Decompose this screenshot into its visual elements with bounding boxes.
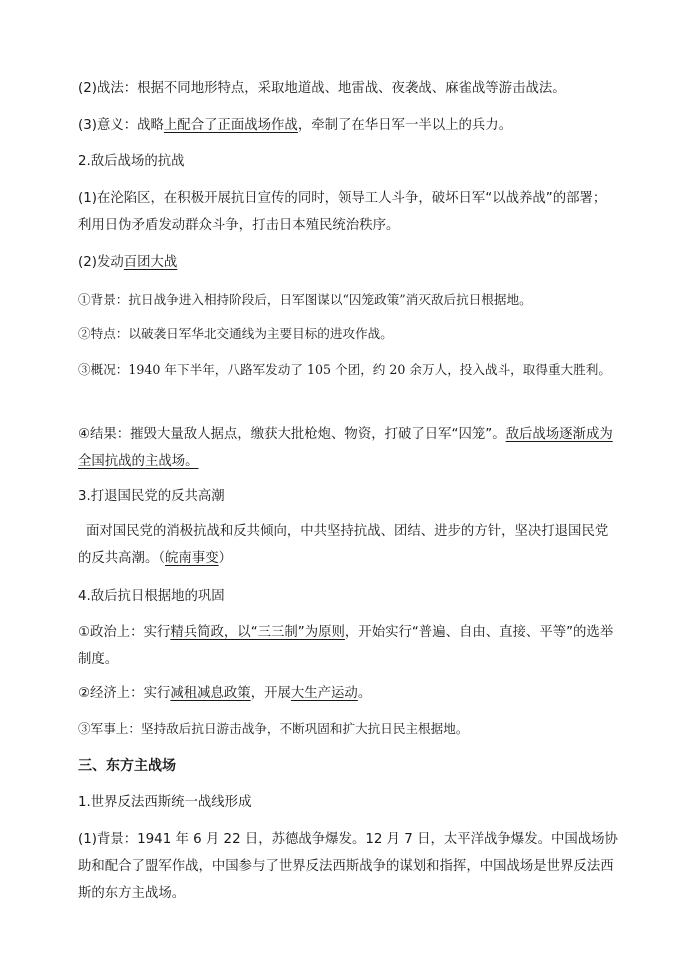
paragraph-political xyxy=(78,619,618,673)
paragraph-economic xyxy=(78,680,618,707)
significance-text: (3)意义：战略 xyxy=(78,118,164,133)
significance-underlined: 上配合了正面战场作战 xyxy=(163,118,298,133)
heading-text: 2.敌后战场的抗战 xyxy=(78,154,185,169)
paragraph-overview xyxy=(78,356,618,383)
hundred-regiments-text: (2)发动 xyxy=(78,255,124,270)
production-campaign-underlined: 大生产运动 xyxy=(290,686,358,701)
tactics-text: (2)战法：根据不同地形特点，采取地道战、地雷战、夜袭战、麻雀战等游击战法。 xyxy=(78,81,566,96)
repel-text-end: ） xyxy=(218,551,232,566)
paragraph-significance xyxy=(78,112,618,139)
background-text: ①背景：抗日战争进入相持阶段后，日军图谋以“囚笼政策”消灭敌后抗日根据地。 xyxy=(78,292,532,307)
heading-enemy-rear-battlefield xyxy=(78,148,618,175)
paragraph-features xyxy=(78,320,618,347)
united-front-text: (1)背景：1941 年 6 月 22 日，苏德战争爆发。12 月 7 日，太平洋战争爆发。中国战场协助和配合了盟军作战，中国参与了世界反法西斯战争的谋划和指挥，中国战场是世界反法西斯的东方主战场。 xyxy=(78,832,618,901)
paragraph-military xyxy=(78,715,618,742)
paragraph-tactics xyxy=(78,75,618,102)
heading-repel-anticommunist xyxy=(78,483,618,510)
political-text: ①政治上：实行 xyxy=(78,625,171,640)
economic-text-end: 。 xyxy=(357,686,372,701)
heading-text: 1.世界反法西斯统一战线形成 xyxy=(78,795,252,810)
heading-text: 4.敌后抗日根据地的巩固 xyxy=(78,589,225,604)
heading-united-front xyxy=(78,789,618,816)
paragraph-repel-detail xyxy=(78,518,618,572)
military-text: ③军事上：坚持敌后抗日游击战争，不断巩固和扩大抗日民主根据地。 xyxy=(78,721,469,736)
paragraph-occupied-areas xyxy=(78,185,618,239)
overview-text: ③概况：1940 年下半年，八路军发动了 105 个团，约 20 余万人，投入战斗，取得重大胜利。 xyxy=(78,362,611,377)
repel-text: 面对国民党的消极抗战和反共倾向，中共坚持抗战、团结、进步的方针，坚决打退国民党的反共高潮。（ xyxy=(78,524,609,566)
economic-text-mid: ，开展 xyxy=(250,686,291,701)
paragraph-hundred-regiments xyxy=(78,249,618,276)
result-underlined: 敌后战场逐渐成为全国抗战的主战场。 xyxy=(78,427,613,469)
result-text: ④结果：摧毁大量敌人据点，缴获大批枪炮、物资，打破了日军“囚笼”。 xyxy=(78,427,506,442)
features-text: ②特点：以破袭日军华北交通线为主要目标的进攻作战。 xyxy=(78,326,393,341)
section-heading-eastern-battlefield xyxy=(78,753,618,780)
paragraph-background xyxy=(78,286,618,313)
significance-text-end: ，牵制了在华日军一半以上的兵力。 xyxy=(297,118,513,133)
section-heading-text: 三、东方主战场 xyxy=(78,758,176,774)
economic-text: ②经济上：实行 xyxy=(78,686,171,701)
paragraph-result xyxy=(78,421,618,475)
south-anhui-incident: 皖南事变 xyxy=(165,551,219,566)
political-text-end: ，开始实行“普遍、自由、直接、平等”的选举制度。 xyxy=(78,625,614,667)
heading-base-consolidation xyxy=(78,583,618,610)
political-underlined: 精兵简政，以“三三制”为原则 xyxy=(170,625,345,640)
rent-reduction-underlined: 减租减息政策 xyxy=(170,686,251,701)
paragraph-united-front-background xyxy=(78,826,618,907)
occupied-areas-text: (1)在沦陷区，在积极开展抗日宣传的同时，领导工人斗争，破坏日军“以战养战”的部署；利用日伪矛盾发动群众斗争，打击日本殖民统治秩序。 xyxy=(78,191,607,233)
heading-text: 3.打退国民党的反共高潮 xyxy=(78,489,225,504)
hundred-regiments-underlined: 百团大战 xyxy=(123,255,178,270)
